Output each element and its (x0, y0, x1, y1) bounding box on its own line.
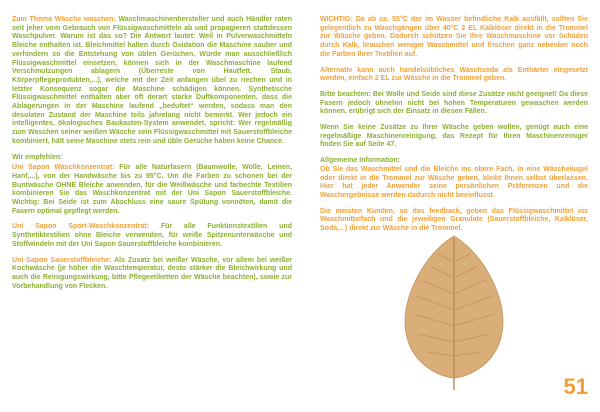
general-info-paragraph (320, 157, 588, 201)
sauerstoffbleiche-paragraph (12, 257, 292, 292)
intro-heading: Zum Thema Wäsche waschen: (12, 16, 119, 23)
general-info-body: Ob Sie das Waschmittel und die Bleiche ins obere Fach, in eine Wäschekugel oder direkt in die Trommel zur Wäsche geben, bleibt Ihnen selbst überlassen. Hier hat jeder Anwender seine persönlichen Präferenzen und die Waschergebnisse werden dadurch nicht beeinflusst. (320, 165, 588, 199)
sauerstoffbleiche-body: Als Zusatz bei weißer Wäsche, vor allem bei weißer Kochwäsche (je höher die Waschtemperatur, desto stärker die Bleichwirkung und auch die Reinigungswirkung, bitte Pflegeetiketten der Wäsche beachten), sowie zur Vorbehandlung von Flecken. (12, 256, 292, 290)
sport-waschkonzentrat-body: Für alle Funktionstextilien und Synthetiktextilien ohne Bleiche verwenden, für weiße Spitzenunterwäsche und Stoffwindeln mit der Uni Sapon Sauerstoffbleiche kombinieren. (12, 223, 292, 248)
customer-feedback: Die meisten Kunden, so das feedback, geben das Flüssigwaschmittel ins Waschmittelfach und die jeweiligen Granulate (Sauerstoffbleiche, Kalklöser, Soda,...) direkt zur Wäsche in die Trommel. (320, 207, 588, 233)
sport-waschkonzentrat-paragraph (12, 223, 292, 249)
sport-waschkonzentrat-heading: Uni Sapon Sport-Waschkonzentrat: (12, 223, 161, 231)
recommendation-block (12, 154, 292, 163)
waschkonzentrat-paragraph (12, 164, 292, 216)
page-number: 51 (563, 374, 588, 399)
general-info-heading: Allgemeine Information: (320, 157, 401, 165)
intro-paragraph (12, 16, 292, 147)
waschkonzentrat-heading: Uni Sapon Waschkonzentrat: (12, 164, 120, 172)
wool-silk-note: Bitte beachten: Bei Wolle und Seide sind diese Zusätze nicht geeignet! Da diese Fasern jedoch ohnehin nicht bei hohen Temperaturen gewaschen werden können, erübrigt sich der Einsatz in diesen Fällen. (320, 90, 588, 116)
important-note: WICHTIG: Da ab ca. 55°C der im Wasser befindliche Kalk ausfällt, sollten Sie gelegentlich zu Waschgängen über 40°C 2 EL Kalklöser direkt in die Trommel zur Wäsche geben. Dadurch schützen Sie Ihre Waschmaschine vor Schäden durch Kalk, brauchen weniger Waschmittel und frischen ganz nebenbei noch die Farben Ihrer Textilien auf. (320, 16, 588, 58)
machine-cleaning-note: Wenn Sie keine Zusätze zu Ihrer Wäsche geben wollen, genügt auch eine regelmäßige Maschinenreinigung, das Rezept für Ihren Maschinenreiniger finden Sie auf Seite 47. (320, 124, 588, 149)
leaf-illustration-icon (398, 232, 510, 392)
recommendation-heading: Wir empfehlen: (12, 153, 63, 161)
sauerstoffbleiche-heading: Uni Sapon Sauerstoffbleiche: (12, 256, 115, 264)
soda-alternative: Alternativ kann auch handelsübliches Waschsoda als Enthärter eingesetzt werden, einfach 2 EL zur Wäsche in die Trommel geben. (320, 66, 588, 83)
intro-body: Waschmaschinenhersteller und auch Händler raten seit jeher vom Gebrauch von Flüssigwaschmitteln ab und propagieren stattdessen Waschpulver. Warum ist das so? Die Antwort lautet: Weil in Pulverwaschmitteln Bleiche enthalten ist. Bleichmittel halten durch Oxidation die Maschine sauber und verhindern so die Entstehung von üblen Gerüchen. Würde man ausschließlich Flüssigwaschmittel einsetzen, können sich in der Waschmaschine laufend Verschmutzungen ablagern (Überreste von Hautfett, Staub, Körperpflegeprodukten,...), welche mit der Zeit anfangen übel zu riechen und in letzter Konsequenz sogar die Maschine schädigen können. Synthetische Flüssigwaschmittel enthalten aber oft derart starke Duftkomponenten, dass die Ablagerungen in der Maschine laufend „beduftet“ werden, sodass man den desolaten Zustand der Maschine teils jahrelang nicht bemerkt. Wer jedoch ein intelligentes, ökologisches Baukasten-System anwendet, spricht: Wer regelmäßig zum Waschen seiner weißen Wäsche sein Flüssigwaschmittel mit Sauerstoffbleiche kombiniert, hält seine Maschine stets rein und üble Gerüche haben keine Chance. (12, 16, 292, 145)
waschkonzentrat-body: Für alle Naturfasern (Baumwolle, Wolle, Leinen, Hanf,...), von der Handwäsche bis zu 95°C. Um die Farben zu schonen bei der Buntwäsche OHNE Bleiche anwenden, für die Weißwäsche und farbechte Textilien kombinieren Sie das Waschkonzentrat mit der Uni Sapon Sauerstoffbleiche. Wichtig: Bei Seide ist zum Abschluss eine saure Spülung vonnöten, damit die Fasern optimal gepflegt werden. (12, 164, 292, 215)
